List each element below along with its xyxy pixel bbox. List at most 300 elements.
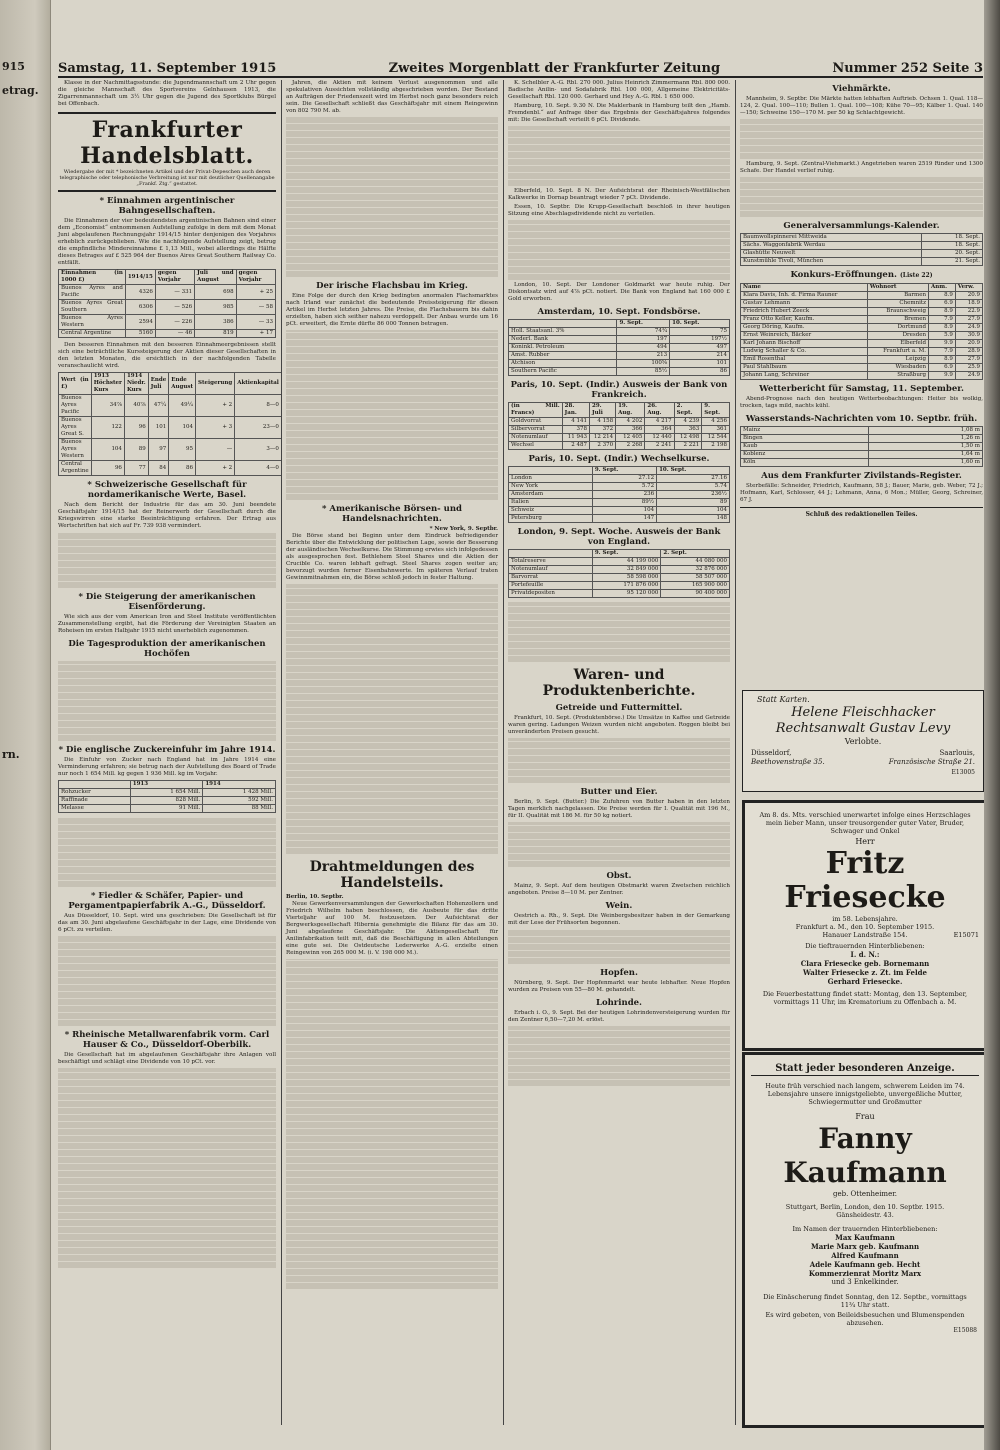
table-row bbox=[59, 461, 282, 476]
table-cell: 5160 bbox=[125, 330, 155, 338]
table-cell: Gustav Lehmann bbox=[741, 300, 868, 308]
in-name-label: I. d. N.: bbox=[850, 950, 880, 959]
table-header: 28. Jan. bbox=[562, 403, 589, 418]
table-row bbox=[59, 285, 276, 300]
table-row bbox=[741, 443, 983, 451]
table-header: 9. Sept. bbox=[702, 403, 730, 418]
table-header: 1914 Niedr. Kurs bbox=[124, 373, 148, 395]
table-cell: 58 507 000 bbox=[661, 574, 730, 582]
article-text: Frankfurt, 10. Sept. (Produktenbörse.) Die Umsätze in Kaffee und Getreide waren gering. Ladungen Weizen wurden nicht angeboten. Roggen bleibt bei unveränderten Preisen gesucht. bbox=[508, 715, 730, 735]
article-text: Mainz, 9. Sept. Auf dem heutigen Obstmarkt waren Zwetschen reichlich angeboten. Preise 8—10 M. per Zentner. bbox=[508, 883, 730, 896]
table-row bbox=[509, 434, 730, 442]
table-header: 9. Sept. bbox=[592, 467, 656, 475]
column-3 bbox=[508, 80, 730, 1425]
address-right: Französische Straße 21. bbox=[888, 758, 975, 766]
table-cell: 147 bbox=[592, 515, 656, 523]
column-2 bbox=[286, 80, 498, 1425]
table-cell: Raffinade bbox=[59, 797, 131, 805]
konkurs-title: Konkurs-Eröffnungen. bbox=[790, 270, 897, 280]
table-cell: 1,64 m bbox=[869, 451, 983, 459]
article-text: Neue Gewerkenversammlungen der Gewerkschaften Hohenzollern und Friedrich Wilhelm haben beschlossen, die Ausbeute für das dritte Vierteljahr auf 100 M. festzusetzen. Der Aufsichtsrat der Bergwerksgesellschaft Hibernia genehmigte die Bilanz für das am 30. Juni abgelaufene Geschäftsjahr. Die Aktiengesellschaft für Anilinfabrikation teilt mit, daß die Beschäftigung in allen Abteilungen eine gute sei. Die Ostdeutsche Lederwerke A.-G. erzielte einen Reingewinn von 265 000 M. (i. V. 198 000 M.). bbox=[286, 901, 498, 956]
table-cell: 1,26 m bbox=[869, 435, 983, 443]
table-header: Steigerung bbox=[196, 373, 235, 395]
table-cell: 4 202 bbox=[616, 418, 645, 426]
article-heading: * Amerikanische Börsen- und Handelsnachrichten. bbox=[322, 504, 462, 524]
table-header-row bbox=[59, 373, 282, 395]
margin-fragment: etrag. bbox=[2, 84, 39, 97]
article-text: Nach dem Bericht der Industrie für das am 30. Juni beendete Geschäftsjahr 1914/15 hat der Reinerwerb der Gesellschaft durch die Kriegswirren eine starke Beeinträchtigung erfahren. Der Ertrag aus Wertschriften hat sich auf Fr. 739 938 vermindert. bbox=[58, 502, 276, 529]
table-cell: Koblenz bbox=[741, 451, 869, 459]
table-cell: 366 bbox=[616, 426, 645, 434]
article-text: Mannheim, 9. Septbr. Die Märkte hatten lebhaften Auftrieb. Ochsen 1. Qual. 118—124, 2. Qual. 100—110; Bullen 1. Qual. 100—108; Kühe 70—95; Kälber 1. Qual. 140—150; Schweine 150—170 M. per 50 kg Schlachtgewicht. bbox=[740, 96, 983, 116]
table-row bbox=[509, 483, 730, 491]
article-heading bbox=[740, 270, 983, 281]
mourner-name: Marie Marx geb. Kaufmann bbox=[810, 1242, 920, 1251]
table-cell: Johann Lang, Schreiner bbox=[741, 372, 868, 380]
table-cell: 101 bbox=[148, 417, 169, 439]
dense-text-block bbox=[58, 817, 276, 887]
ad-code: E13005 bbox=[951, 769, 975, 776]
place-left: Düsseldorf, bbox=[751, 749, 792, 757]
table-cell: 4326 bbox=[125, 285, 155, 300]
table-header: 9. Sept. bbox=[592, 550, 661, 558]
table-cell: + 17 bbox=[236, 330, 275, 338]
table-cell: 2 198 bbox=[702, 442, 730, 450]
table-cell: Ernst Weinreich, Bäcker bbox=[741, 332, 868, 340]
condolence-note: Es wird gebeten, von Beileidsbesuchen und Blumenspenden abzusehen. bbox=[765, 1311, 965, 1327]
table-cell: + 25 bbox=[236, 285, 275, 300]
table-cell: 32 849 000 bbox=[592, 566, 661, 574]
table-cell: 592 Mill. bbox=[203, 797, 276, 805]
table-cell: 7.9 bbox=[929, 316, 956, 324]
table-row bbox=[59, 789, 276, 797]
weather-text: Abend-Prognose nach den heutigen Wetterbeobachtungen: Heiter bis wolkig, trocken, tags mild, nachts kühl. bbox=[740, 396, 983, 409]
table-cell: 40⅞ bbox=[124, 395, 148, 417]
table-header-row bbox=[59, 781, 276, 789]
table-header: 19. Aug. bbox=[616, 403, 645, 418]
share-price-table bbox=[58, 372, 282, 476]
table-row bbox=[509, 507, 730, 515]
dense-text-block bbox=[508, 822, 730, 867]
table-row bbox=[509, 352, 730, 360]
mourner-name: Walter Friesecke z. Zt. im Felde bbox=[803, 968, 927, 977]
table-header: Ende August bbox=[169, 373, 196, 395]
table-row bbox=[59, 330, 276, 338]
age-line: im 58. Lebensjahre. bbox=[832, 915, 898, 923]
table-cell: 5.72 bbox=[592, 483, 656, 491]
table-cell: + 2 bbox=[196, 461, 235, 476]
table-cell: Central Argentine bbox=[59, 330, 126, 338]
dense-text-block bbox=[508, 602, 730, 662]
table-row bbox=[741, 250, 983, 258]
bankruptcy-table bbox=[740, 283, 983, 380]
table-cell: 148 bbox=[657, 515, 730, 523]
table-cell: 2 221 bbox=[674, 442, 702, 450]
table-row bbox=[741, 427, 983, 435]
table-cell: 89 bbox=[657, 499, 730, 507]
table-cell: 213 bbox=[617, 352, 670, 360]
table-cell: 18. Sept. bbox=[921, 234, 982, 242]
table-cell: 86 bbox=[670, 368, 730, 376]
table-cell: 96 bbox=[124, 417, 148, 439]
column-4 bbox=[740, 80, 983, 665]
column-1 bbox=[58, 80, 279, 1425]
table-cell: 2594 bbox=[125, 315, 155, 330]
table-cell: 7.9 bbox=[929, 348, 956, 356]
table-cell: Baumwollspinnerei Mittweida bbox=[741, 234, 922, 242]
table-cell: Dresden bbox=[867, 332, 928, 340]
deceased-name: Fanny Kaufmann bbox=[783, 1122, 947, 1189]
table-row bbox=[509, 426, 730, 434]
table-cell: Atchison bbox=[509, 360, 617, 368]
mourner-name: Adele Kaufmann geb. Hecht bbox=[809, 1260, 921, 1269]
water-level-table bbox=[740, 426, 983, 467]
article-heading: * Rheinische Metallwarenfabrik vorm. Carl Hauser & Co., Düsseldorf-Oberbilk. bbox=[64, 1030, 270, 1050]
table-cell: 23—0 bbox=[235, 417, 282, 439]
table-caption: Die Tagesproduktion der amerikanischen Hochöfen bbox=[68, 639, 266, 659]
dateline: Berlin, 10. Septbr. bbox=[286, 894, 344, 900]
table-cell: 77 bbox=[124, 461, 148, 476]
table-header: Aktienkapital bbox=[235, 373, 282, 395]
table-cell: 494 bbox=[617, 344, 670, 352]
table-cell: — 331 bbox=[155, 285, 194, 300]
dense-text-block bbox=[286, 584, 498, 854]
article-text: Nürnberg, 9. Sept. Der Hopfenmarkt war heute lebhafter. Neue Hopfen wurden zu Preisen von 55—80 M. gehandelt. bbox=[508, 980, 730, 993]
table-cell: Amsterdam bbox=[509, 491, 593, 499]
table-cell: 1 654 Mill. bbox=[130, 789, 203, 797]
table-row bbox=[509, 344, 730, 352]
iron-production-table bbox=[58, 661, 276, 741]
article-text: Elberfeld, 10. Sept. 8 N. Der Aufsichtsrat der Rheinisch-Westfälischen Kalkwerke in Dornap beantragt wieder 7 pCt. Dividende. bbox=[508, 188, 730, 201]
bride-name: Helene Fleischhacker bbox=[791, 705, 935, 720]
table-header: 29. Juli bbox=[590, 403, 616, 418]
table-cell: 5.9 bbox=[929, 332, 956, 340]
table-header: Juli und August bbox=[195, 270, 237, 285]
margin-fragment: 915 bbox=[2, 60, 25, 73]
table-cell: 75 bbox=[670, 328, 730, 336]
table-cell: 6306 bbox=[125, 300, 155, 315]
table-cell: Karl Johann Bischoff bbox=[741, 340, 868, 348]
table-cell: 95 bbox=[169, 439, 196, 461]
table-cell: Straßburg bbox=[867, 372, 928, 380]
dense-text-block bbox=[58, 936, 276, 1026]
table-cell: 8.9 bbox=[929, 356, 956, 364]
table-row bbox=[741, 300, 983, 308]
table-cell: 12 498 bbox=[674, 434, 702, 442]
table-header-row bbox=[509, 467, 730, 475]
mourner-name: Kommerzienrat Moritz Marx bbox=[808, 1269, 922, 1278]
table-row bbox=[741, 234, 983, 242]
header-paper-title: Zweites Morgenblatt der Frankfurter Zeitung bbox=[388, 61, 721, 76]
dense-text-block bbox=[286, 330, 498, 500]
table-header: 10. Sept. bbox=[657, 467, 730, 475]
mourner-name: Alfred Kaufmann bbox=[831, 1251, 899, 1260]
article-text: K. Schelbler A.-G. Rbl. 270 000. Julius Heinrich Zimmermann Rbl. 800 000. Badische Anilin- und Sodafabrik Rbl. 100 000, Allgemeine Elektricitäts-Gesellschaft Rbl. 120 000. Gerhard und Hey A.-G. Rbl. 1 650 000. bbox=[508, 80, 730, 100]
table-cell: Privatdepositen bbox=[509, 590, 593, 598]
groom-name: Rechtsanwalt Gustav Levy bbox=[775, 721, 951, 736]
table-cell: 104 bbox=[657, 507, 730, 515]
table-row bbox=[509, 418, 730, 426]
table-row bbox=[509, 558, 730, 566]
notice-lead: Statt Karten. bbox=[757, 695, 810, 704]
table-cell: + 2 bbox=[196, 395, 235, 417]
table-row bbox=[741, 459, 983, 467]
table-cell: 8.9 bbox=[929, 292, 956, 300]
table-cell: 24.9 bbox=[955, 372, 982, 380]
article-heading: Paris, 10. Sept. (Indir.) Ausweis der Bank von Frankreich. bbox=[510, 380, 728, 400]
notice-lead: Statt jeder besonderen Anzeige. bbox=[751, 1055, 979, 1076]
table-header: 1914 bbox=[203, 781, 276, 789]
table-cell: Mainz bbox=[741, 427, 869, 435]
table-cell: 2 487 bbox=[562, 442, 589, 450]
article-text: Die Gesellschaft hat im abgelaufenen Geschäftsjahr ihre Anlagen voll beschäftigt und schlägt eine Dividende von 10 pCt. vor. bbox=[58, 1052, 276, 1065]
table-cell: 20.9 bbox=[955, 292, 982, 300]
table-cell: Notenumlauf bbox=[509, 566, 593, 574]
table-cell: 11 943 bbox=[562, 434, 589, 442]
table-cell: 8—0 bbox=[235, 395, 282, 417]
deceased-name: Fritz Friesecke bbox=[784, 846, 946, 915]
table-row bbox=[509, 590, 730, 598]
table-cell: 12 405 bbox=[616, 434, 645, 442]
table-cell: Barvorrat bbox=[509, 574, 593, 582]
konkurs-list-number: (Liste 22) bbox=[899, 272, 933, 279]
amsterdam-exchange-table bbox=[508, 319, 730, 376]
dense-text-block bbox=[508, 929, 730, 964]
table-cell: 12 440 bbox=[645, 434, 674, 442]
table-header: 1913 Höchster Kurs bbox=[91, 373, 124, 395]
table-cell: 361 bbox=[702, 426, 730, 434]
dense-text-block bbox=[508, 1026, 730, 1086]
table-cell: Wiesbaden bbox=[867, 364, 928, 372]
table-cell: 84 bbox=[148, 461, 169, 476]
article-text: Erbach i. O., 9. Sept. Bei der heutigen Lohrindenversteigerung wurden für den Zentner 6,50—7,20 M. erlöst. bbox=[508, 1010, 730, 1023]
table-row bbox=[59, 315, 276, 330]
sports-intro: Klasse in der Nachmittagsstunde: die Jugendmannschaft um 2 Uhr gegen die gleiche Mannschaft des Sportvereins Gelnhausen 1913, die Zigarrenmannschaft um 3½ Uhr gegen die Jugend des Sportklubs Bürgel bei Offenbach. bbox=[58, 80, 276, 107]
dense-text-block bbox=[58, 532, 276, 588]
table-cell: Totalreserve bbox=[509, 558, 593, 566]
table-cell: 828 Mill. bbox=[130, 797, 203, 805]
table-row bbox=[509, 360, 730, 368]
table-cell: — 33 bbox=[236, 315, 275, 330]
table-row bbox=[59, 395, 282, 417]
table-cell: Buenos Ayres Western bbox=[59, 439, 92, 461]
table-cell: 386 bbox=[195, 315, 237, 330]
article-text: Den besseren Einnahmen mit den besseren Einnahmeergebnissen stellt sich eine beträchtliche Kurssteigerung der Aktien dieser Gesellschaften in den letzten Monaten, die ersichtlich in der nachfolgenden Tabelle veranschaulicht wird. bbox=[58, 342, 276, 369]
table-header: Verw. bbox=[955, 284, 982, 292]
table-cell: 1,60 m bbox=[869, 459, 983, 467]
editorial-end-note: Schluß des redaktionellen Teiles. bbox=[805, 511, 918, 518]
funeral-info: Die Einäscherung findet Sonntag, den 12. Septbr., vormittags 11¾ Uhr statt. bbox=[763, 1293, 967, 1309]
table-cell: Central Argentine bbox=[59, 461, 92, 476]
table-row bbox=[741, 258, 983, 266]
article-heading: Amsterdam, 10. Sept. Fondsbörse. bbox=[537, 307, 701, 317]
table-header: 1914/15 bbox=[125, 270, 155, 285]
table-header-row bbox=[509, 550, 730, 558]
mourner-name: Max Kaufmann bbox=[835, 1233, 895, 1242]
table-cell: 4 256 bbox=[702, 418, 730, 426]
article-text: London, 10. Sept. Der Londoner Goldmarkt war heute ruhig. Der Diskontsatz wird auf 4⅞ pCt. notiert. Die Bank von England hat 160 000 £ Gold erworben. bbox=[508, 282, 730, 302]
table-cell: 86 bbox=[169, 461, 196, 476]
table-cell: Kaub bbox=[741, 443, 869, 451]
table-header: (in Mill. Francs) bbox=[509, 403, 563, 418]
table-cell: — 526 bbox=[155, 300, 194, 315]
table-cell: Wechsel bbox=[509, 442, 563, 450]
table-cell: — bbox=[196, 439, 235, 461]
table-header: gegen Vorjahr bbox=[155, 270, 194, 285]
table-cell: Ludwig Schaller & Co. bbox=[741, 348, 868, 356]
article-heading: Wetterbericht für Samstag, 11. September. bbox=[759, 384, 964, 394]
table-cell: Goldvorrat bbox=[509, 418, 563, 426]
mourners-label: Im Namen der trauernden Hinterbliebenen: bbox=[792, 1225, 938, 1233]
ad-code: E15071 bbox=[953, 931, 979, 939]
table-cell: Petersburg bbox=[509, 515, 593, 523]
table-cell: 372 bbox=[590, 426, 616, 434]
page-header bbox=[58, 56, 983, 78]
table-cell: Chemnitz bbox=[867, 300, 928, 308]
address: Gänsheidestr. 43. bbox=[836, 1211, 894, 1219]
table-header: 9. Sept. bbox=[617, 320, 670, 328]
table-cell: 30.9 bbox=[955, 332, 982, 340]
obituary-intro: Am 8. ds. Mts. verschied unerwartet infolge eines Herzschlages mein lieber Mann, unser treusorgender guter Vater, Bruder, Schwager und Onkel bbox=[759, 811, 971, 835]
table-row bbox=[509, 582, 730, 590]
table-cell: 20. Sept. bbox=[921, 250, 982, 258]
table-header: 10. Sept. bbox=[670, 320, 730, 328]
bank-of-france-table bbox=[508, 402, 730, 450]
table-cell: 27.16 bbox=[657, 475, 730, 483]
table-cell: 20.9 bbox=[955, 340, 982, 348]
table-cell: 363 bbox=[674, 426, 702, 434]
table-header: 2. Sept. bbox=[661, 550, 730, 558]
article-heading: Wein. bbox=[605, 901, 633, 911]
article-text: Hamburg, 9. Sept. (Zentral-Viehmarkt.) Angetrieben waren 2519 Rinder und 1300 Schafe. Der Handel verlief ruhig. bbox=[740, 161, 983, 174]
dense-text-block bbox=[740, 119, 983, 159]
table-cell: Franz Otto Keller, Kaufm. bbox=[741, 316, 868, 324]
table-header-row bbox=[509, 320, 730, 328]
article-text: Essen, 10. Septbr. Die Krupp-Gesellschaft beschloß in ihrer heutigen Sitzung eine Abschlagsdividende nicht zu verteilen. bbox=[508, 204, 730, 217]
table-cell: 12 214 bbox=[590, 434, 616, 442]
table-cell: Glashütte Neuwelt bbox=[741, 250, 922, 258]
header-page-number: Nummer 252 Seite 3 bbox=[832, 61, 983, 76]
table-cell: Elberfeld bbox=[867, 340, 928, 348]
table-row bbox=[59, 439, 282, 461]
maiden-name: geb. Ottenheimer. bbox=[832, 1190, 898, 1198]
table-cell: 12 544 bbox=[702, 434, 730, 442]
table-row bbox=[509, 499, 730, 507]
article-heading: London, 9. Sept. Woche. Ausweis der Bank von England. bbox=[517, 527, 721, 547]
table-header: Ende Juli bbox=[148, 373, 169, 395]
table-header: Name bbox=[741, 284, 868, 292]
dense-text-block bbox=[58, 1068, 276, 1268]
table-cell: 89 bbox=[124, 439, 148, 461]
table-header: Wert (in £) bbox=[59, 373, 92, 395]
dateline: * New York, 9. Septbr. bbox=[429, 526, 498, 532]
table-cell: Southern Pacific bbox=[509, 368, 617, 376]
table-row bbox=[741, 372, 983, 380]
table-cell: Frankfurt a. M. bbox=[867, 348, 928, 356]
place-right: Saarlouis, bbox=[939, 749, 975, 757]
table-cell: 122 bbox=[91, 417, 124, 439]
table-cell: Bremen bbox=[867, 316, 928, 324]
banner-subtitle: Wiedergabe der mit * bezeichneten Artikel und der Privat-Depeschen auch deren telegraphische oder telephonische Verbreitung ist nur mit deutlicher Quellenangabe „Frankf. Ztg.“ gestattet. bbox=[59, 169, 275, 187]
divider bbox=[740, 507, 983, 508]
table-cell: 44 199 000 bbox=[592, 558, 661, 566]
section-heading: Waren- und Produktenberichte. bbox=[542, 667, 696, 699]
article-text: Die Einnahmen der vier bedeutendsten argentinischen Bahnen sind einer dem „Economist“ entnommenen Aufstellung zufolge in dem mit dem Monat Juni abgelaufenen Rechnungsjahr 1914/15 hinter denjenigen des Vorjahres erheblich zurückgeblieben. Wie die nachfolgende Aufstellung zeigt, betrug die empfindliche Mindereinnahme £ 1,13 Mill., wobei allerdings die Hälfte dieses Betrages auf £ 525 964 der Buenos Aires Great Southern Railway Co. entfällt. bbox=[58, 218, 276, 266]
margin-fragment: rn. bbox=[2, 748, 20, 761]
adjacent-page-margin bbox=[0, 0, 51, 1450]
table-cell: Barmen bbox=[867, 292, 928, 300]
table-cell: Silbervorrat bbox=[509, 426, 563, 434]
table-row bbox=[509, 368, 730, 376]
article-heading: Viehmärkte. bbox=[832, 84, 891, 94]
table-cell: 2 241 bbox=[645, 442, 674, 450]
table-cell: Rohzucker bbox=[59, 789, 131, 797]
article-text: Eine Folge der durch den Krieg bedingten anormalen Flachsmarktes nach Irland war zunächst die bedeutende Preissteigerung für diesen Artikel im Herbst letzten Jahres. Die Preise, die Flachsbauern bis dahin erzielten, haben sich seither nahezu verdoppelt. Der Anbau wurde um 16 pCt. erweitert, die Ernte dürfte 86 000 Tonnen betragen. bbox=[286, 293, 498, 327]
column-rule bbox=[281, 80, 282, 1425]
table-cell: Buenos Ayres Great S. bbox=[59, 417, 92, 439]
table-cell: Klara Davis, Inh. d. Firma Rauner bbox=[741, 292, 868, 300]
railway-income-table bbox=[58, 269, 276, 338]
table-cell: 22.9 bbox=[955, 308, 982, 316]
table-cell: Georg Döring, Kaufm. bbox=[741, 324, 868, 332]
column-rule bbox=[735, 80, 736, 1425]
table-header-row bbox=[509, 403, 730, 418]
table-cell: Buenos Ayres Great Southern bbox=[59, 300, 126, 315]
table-row bbox=[509, 328, 730, 336]
table-cell: 8.9 bbox=[929, 324, 956, 332]
ad-code: E15088 bbox=[953, 1327, 977, 1334]
table-header: 2. Sept. bbox=[674, 403, 702, 418]
binding-edge bbox=[984, 0, 1000, 1450]
table-cell: 197 bbox=[617, 336, 670, 344]
table-cell: Kunstmühle Tivoli, München bbox=[741, 258, 922, 266]
banner-title: Frankfurter Handelsblatt. bbox=[80, 117, 254, 169]
table-cell: Sächs. Waggonfabrik Werdau bbox=[741, 242, 922, 250]
table-cell: Paul Stahlbaum bbox=[741, 364, 868, 372]
table-cell: 985 bbox=[195, 300, 237, 315]
table-row bbox=[741, 451, 983, 459]
table-cell: 47¼ bbox=[148, 395, 169, 417]
table-cell: 4—0 bbox=[235, 461, 282, 476]
sugar-import-table bbox=[58, 780, 276, 813]
article-text: Hamburg, 10. Sept. 9.30 N. Die Maklerbank in Hamburg teilt den „Hamb. Fremdenbl.“ auf Anfrage über das Ergebnis der Geschäftsjahres folgendes mit: Die Gesellschaft verteilt 6 pCt. Dividende. bbox=[508, 103, 730, 123]
table-row bbox=[741, 332, 983, 340]
obituary-kaufmann bbox=[742, 1052, 988, 1428]
table-cell: — 226 bbox=[155, 315, 194, 330]
table-row bbox=[741, 308, 983, 316]
table-cell: Notenumlauf bbox=[509, 434, 563, 442]
article-heading: Aus dem Frankfurter Zivilstands-Register. bbox=[761, 471, 962, 481]
table-cell: 497 bbox=[670, 344, 730, 352]
article-heading: Butter und Eier. bbox=[580, 787, 658, 797]
article-heading: Der irische Flachsbau im Krieg. bbox=[316, 281, 468, 291]
table-header-row bbox=[741, 284, 983, 292]
table-cell: 100⅝ bbox=[617, 360, 670, 368]
table-cell: 96 bbox=[91, 461, 124, 476]
general-meeting-calendar bbox=[740, 233, 983, 266]
table-cell: Leipzig bbox=[867, 356, 928, 364]
table-cell: — 58 bbox=[236, 300, 275, 315]
table-cell: 2 370 bbox=[590, 442, 616, 450]
mourner-name: und 3 Enkelkinder. bbox=[831, 1278, 899, 1286]
article-text: Sterbefälle: Schneider, Friedrich, Kaufmann, 58 J.; Bauer, Marie, geb. Weber, 72 J.; Hofmann, Karl, Schlosser, 44 J.; Lehmann, Anna, 6 Mon.; Müller, Georg, Schreiner, 67 J. bbox=[740, 483, 983, 503]
table-cell: Buenos Ayres Pacific bbox=[59, 395, 92, 417]
table-row bbox=[509, 442, 730, 450]
table-cell: Emil Rosenthal bbox=[741, 356, 868, 364]
table-cell: Italien bbox=[509, 499, 593, 507]
table-cell: 6.9 bbox=[929, 364, 956, 372]
table-cell: 698 bbox=[195, 285, 237, 300]
